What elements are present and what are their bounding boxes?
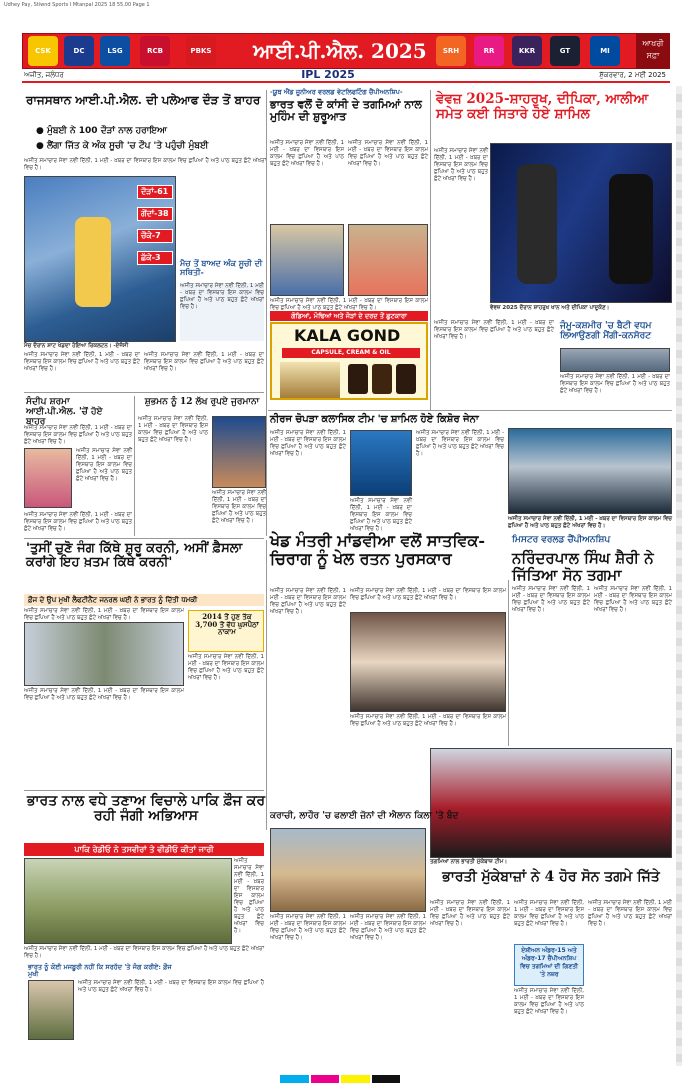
cyan-swatch [280, 1075, 309, 1083]
article-text: ਅਜੀਤ ਸਮਾਚਾਰ ਸੇਵਾ ਨਵੀਂ ਦਿੱਲੀ, 1 ਮਈ - ਖ਼ਬਰ ਦਾ ਵਿਸਥਾਰ ਇਸ ਕਾਲਮ ਵਿਚ ਛਪਿਆ ਹੈ ਅਤੇ ਪਾਠ ਬਹੁਤ ਛੋਟੇ ਅੱਖਰਾਂ ਵਿਚ ਹੈ। [78, 980, 264, 993]
army-subhead: ਫ਼ੌਜ ਦੇ ਉਪ ਮੁਖੀ ਲੈਫਟੀਨੈਂਟ ਜਨਰਲ ਘਈ ਨੇ ਭਾਰਤ ਨੂੰ ਦਿੱਤੀ ਧਮਕੀ [24, 594, 264, 606]
ad-product [348, 364, 368, 394]
headline-khel-ratna: ਖੇਡ ਮੰਤਰੀ ਮਾਂਡਵੀਆ ਵਲੋਂ ਸਾਤਵਿਕ-ਚਿਰਾਗ ਨੂੰ ਖੇਲ ਰਤਨ ਪੁਰਸਕਾਰ [270, 531, 486, 568]
article-text: ਅਜੀਤ ਸਮਾਚਾਰ ਸੇਵਾ ਨਵੀਂ ਦਿੱਲੀ, 1 ਮਈ - ਖ਼ਬਰ ਦਾ ਵਿਸਥਾਰ ਇਸ ਕਾਲਮ ਵਿਚ ਛਪਿਆ ਹੈ ਅਤੇ ਪਾਠ ਬਹੁਤ ਛੋਟੇ ਅੱਖਰਾਂ ਵਿਚ ਹੈ। [430, 900, 510, 927]
black-swatch [372, 1075, 401, 1083]
headline-war-quote: 'ਤੁਸੀਂ ਚੁਣੋ ਜੰਗ ਕਿੱਥੇ ਸ਼ੁਰੂ ਕਰਨੀ, ਅਸੀਂ ਫ਼ੈਸਲਾ ਕਰਾਂਗੇ ਇਹ ਖ਼ਤਮ ਕਿੱਥੇ ਕਰਨੀ' [26, 541, 243, 571]
article-text: ਅਜੀਤ ਸਮਾਚਾਰ ਸੇਵਾ ਨਵੀਂ ਦਿੱਲੀ, 1 ਮਈ - ਖ਼ਬਰ ਦਾ ਵਿਸਥਾਰ ਇਸ ਕਾਲਮ ਵਿਚ ਛਪਿਆ ਹੈ ਅਤੇ ਪਾਠ ਬਹੁਤ ਛੋਟੇ ਅੱਖਰਾਂ ਵਿਚ ਹੈ। [434, 320, 554, 340]
infiltration-headline: 2014 ਤੋਂ ਹੁਣ ਤੱਕ 3,700 ਤੋਂ ਵੱਧ ਘੁਸਪੈਠਾਂ ਨਾਕਾਮ [195, 612, 259, 637]
ad-kala-gond [270, 322, 428, 400]
article-text: ਅਜੀਤ ਸਮਾਚਾਰ ਸੇਵਾ ਨਵੀਂ ਦਿੱਲੀ, 1 ਮਈ - ਖ਼ਬਰ ਦਾ ਵਿਸਥਾਰ ਇਸ ਕਾਲਮ ਵਿਚ ਛਪਿਆ ਹੈ ਅਤੇ ਪਾਠ ਬਹੁਤ ਛੋਟੇ ਅੱਖਰਾਂ ਵਿਚ ਹੈ। [270, 140, 344, 167]
photo-sandeep [24, 448, 72, 508]
photo-khel-ratna [350, 612, 506, 712]
article-text: ਅਜੀਤ ਸਮਾਚਾਰ ਸੇਵਾ ਨਵੀਂ ਦਿੱਲੀ, 1 ਮਈ - ਖ਼ਬਰ ਦਾ ਵਿਸਥਾਰ ਇਸ ਕਾਲਮ ਵਿਚ ਛਪਿਆ ਹੈ ਅਤੇ ਪਾਠ ਬਹੁਤ ਛੋਟੇ ਅੱਖਰਾਂ ਵਿਚ ਹੈ। [24, 352, 140, 372]
article-text: ਅਜੀਤ ਸਮਾਚਾਰ ਸੇਵਾ ਨਵੀਂ ਦਿੱਲੀ, 1 ਮਈ - ਖ਼ਬਰ ਦਾ ਵਿਸਥਾਰ ਇਸ ਕਾਲਮ ਵਿਚ ਛਪਿਆ ਹੈ ਅਤੇ ਪਾਠ ਬਹੁਤ ਛੋਟੇ ਅੱਖਰਾਂ ਵਿਚ ਹੈ। [350, 714, 506, 727]
points-table-text: ਅਜੀਤ ਸਮਾਚਾਰ ਸੇਵਾ ਨਵੀਂ ਦਿੱਲੀ, 1 ਮਈ - ਖ਼ਬਰ ਦਾ ਵਿਸਥਾਰ ਇਸ ਕਾਲਮ ਵਿਚ ਛਪਿਆ ਹੈ ਅਤੇ ਪਾਠ ਬਹੁਤ ਛੋਟੇ ਅੱਖਰਾਂ ਵਿਚ ਹੈ। [180, 283, 264, 341]
pak-red-subhead: ਪਾਕਿ ਰੇਡੀਓ ਨੇ ਤਸਵੀਰਾਂ ਤੇ ਵੀਡੀਓ ਕੀਤਾਂ ਜਾਰੀ [24, 843, 264, 856]
photo-pak-tanks [24, 858, 232, 944]
last-page-label: ਆਖਰੀ ਸਫ਼ਾ [636, 33, 670, 69]
player-stats [137, 185, 173, 265]
headline-mister-world: ਨਰਿੰਦਰਪਾਲ ਸਿੰਘ ਸ਼ੈਰੀ ਨੇ ਜਿੱਤਿਆ ਸੋਨ ਤਗਮਾ [512, 549, 654, 584]
divider [268, 410, 672, 411]
headline-shubman-fine: ਸ਼ੁਭਮਨ ਨੂੰ 12 ਲੱਖ ਰੁਪਏ ਜੁਰਮਾਨਾ [144, 397, 260, 407]
bullet-mumbai-top: ● ਲੈਂਗਾ ਜਿੱਤ ਕੇ ਅੰਕ ਸੂਚੀ 'ਚ ਟੌਪ 'ਤੇ ਪਹੁੰਚੀ ਮੁੰਬਈ [36, 141, 209, 151]
headline-sandeep: ਸੰਦੀਪ ਸ਼ਰਮਾ ਆਈ.ਪੀ.ਐਲ. 'ਚੋਂ ਹੋਏ ਬਾਹਰ [26, 397, 103, 427]
ad-headline-strip: ਗੋਡਿਆਂ, ਮੋਢਿਆਂ ਅਤੇ ਜੋੜਾਂ ਦੇ ਦਰਦ ਤੋਂ ਛੁਟਕਾਰਾ [270, 311, 428, 321]
article-text: ਅਜੀਤ ਸਮਾਚਾਰ ਸੇਵਾ ਨਵੀਂ ਦਿੱਲੀ, 1 ਮਈ - ਖ਼ਬਰ ਦਾ ਵਿਸਥਾਰ ਇਸ ਕਾਲਮ ਵਿਚ ਛਪਿਆ ਹੈ ਅਤੇ ਪਾਠ ਬਹੁਤ ਛੋਟੇ ਅੱਖਰਾਂ ਵਿਚ ਹੈ। [234, 858, 264, 934]
ad-product [396, 364, 416, 394]
team-logo-mi-icon: MI [590, 36, 620, 66]
publisher-label: ਅਜੀਤ, ਜਲੰਧਰ [24, 71, 64, 79]
stat-fours: ਚੌਕੇ-7 [137, 229, 173, 243]
person-figure [609, 174, 653, 284]
margin-strip [676, 86, 682, 1066]
article-text: ਅਜੀਤ ਸਮਾਚਾਰ ਸੇਵਾ ਨਵੀਂ ਦਿੱਲੀ, 1 ਮਈ - ਖ਼ਬਰ ਦਾ ਵਿਸਥਾਰ ਇਸ ਕਾਲਮ ਵਿਚ ਛਪਿਆ ਹੈ ਅਤੇ ਪਾਠ ਬਹੁਤ ਛੋਟੇ ਅੱਖਰਾਂ ਵਿਚ ਹੈ। [24, 425, 132, 445]
article-text: ਅਜੀਤ ਸਮਾਚਾਰ ਸੇਵਾ ਨਵੀਂ ਦਿੱਲੀ, 1 ਮਈ - ਖ਼ਬਰ ਦਾ ਵਿਸਥਾਰ ਇਸ ਕਾਲਮ ਵਿਚ ਛਪਿਆ ਹੈ ਅਤੇ ਪਾਠ ਬਹੁਤ ਛੋਟੇ ਅੱਖਰਾਂ ਵਿਚ ਹੈ। [144, 352, 264, 372]
ad-product [372, 364, 392, 394]
photo-caption: ਮੈਚ ਦੌਰਾਨ ਸ਼ਾਟ ਖੇਡਦਾ ਹੋਇਆ ਰਿਕਲਟਨ। -ਏਜੰਸੀ [24, 343, 129, 349]
headline-neeraj-classic: ਨੀਰਜ ਚੋਪੜਾ ਕਲਾਸਿਕ ਟੀਮ 'ਚ ਸ਼ਾਮਿਲ ਹੋਏ ਕਿਸ਼ੋਰ ਜੇਨਾ [270, 414, 479, 425]
weightlifting-kicker: -ਯੂਥ ਐਂਡ ਜੂਨੀਅਰ ਵਰਲਡ ਵੇਟਲਿਫਟਿੰਗ ਚੈਂਪੀਅਨਸ਼ਿਪ- [270, 88, 403, 96]
photo-shubman [212, 416, 266, 488]
boxers-info-box: ਏਸ਼ੀਅਨ ਅੰਡਰ-15 ਅਤੇ ਅੰਡਰ-17 ਚੈਂਪੀਅਨਸ਼ਿਪ ਵਿਚ ਤਗਮਿਆਂ ਦੀ ਗਿਣਤੀ 'ਤੇ ਨਜ਼ਰ [514, 944, 584, 986]
headline-pak-exercise: ਭਾਰਤ ਨਾਲ ਵਧੇ ਤਣਾਅ ਵਿਚਾਲੇ ਪਾਕਿ ਫ਼ੌਜ ਕਰ ਰਹੀ ਜੰਗੀ ਅਭਿਆਸ [26, 793, 266, 825]
yellow-swatch [341, 1075, 370, 1083]
infiltration-box [188, 610, 264, 652]
divider [24, 538, 264, 539]
article-text: ਅਜੀਤ ਸਮਾਚਾਰ ਸੇਵਾ ਨਵੀਂ ਦਿੱਲੀ, 1 ਮਈ - ਖ਼ਬਰ ਦਾ ਵਿਸਥਾਰ ਇਸ ਕਾਲਮ ਵਿਚ ਛਪਿਆ ਹੈ ਅਤੇ ਪਾਠ ਬਹੁਤ ਛੋਟੇ ਅੱਖਰਾਂ ਵਿਚ ਹੈ। [24, 946, 264, 959]
photo-boxers-team [430, 748, 672, 858]
team-logo-lsg-icon: LSG [100, 36, 130, 66]
photo-mister-world [508, 428, 672, 514]
divider [266, 90, 267, 536]
article-text: ਅਜੀਤ ਸਮਾਚਾਰ ਸੇਵਾ ਨਵੀਂ ਦਿੱਲੀ, 1 ਮਈ - ਖ਼ਬਰ ਦਾ ਵਿਸਥਾਰ ਇਸ ਕਾਲਮ ਵਿਚ ਛਪਿਆ ਹੈ ਅਤੇ ਪਾਠ ਬਹੁਤ ਛੋਟੇ ਅੱਖਰਾਂ ਵਿਚ ਹੈ। [514, 988, 584, 1015]
team-logo-srh-icon: SRH [436, 36, 466, 66]
article-text: ਅਜੀਤ ਸਮਾਚਾਰ ਸੇਵਾ ਨਵੀਂ ਦਿੱਲੀ, 1 ਮਈ - ਖ਼ਬਰ ਦਾ ਵਿਸਥਾਰ ਇਸ ਕਾਲਮ ਵਿਚ ਛਪਿਆ ਹੈ ਅਤੇ ਪਾਠ ਬਹੁਤ ਛੋਟੇ ਅੱਖਰਾਂ ਵਿਚ ਹੈ। [24, 688, 184, 701]
headline-waves [436, 92, 670, 122]
article-text: ਅਜੀਤ ਸਮਾਚਾਰ ਸੇਵਾ ਨਵੀਂ ਦਿੱਲੀ, 1 ਮਈ - ਖ਼ਬਰ ਦਾ ਵਿਸਥਾਰ ਇਸ ਕਾਲਮ ਵਿਚ ਛਪਿਆ ਹੈ ਅਤੇ ਪਾਠ ਬਹੁਤ ਛੋਟੇ ਅੱਖਰਾਂ ਵਿਚ ਹੈ। [350, 588, 506, 601]
headline-boxers-gold: ਭਾਰਤੀ ਮੁੱਕੇਬਾਜ਼ਾਂ ਨੇ 4 ਹੋਰ ਸੋਨ ਤਗਮੇ ਜਿੱਤੇ [442, 869, 660, 885]
headline-army-chief: ਭਾਰਤ ਨੂੰ ਕੋਈ ਮਜਬੂਰੀ ਨਹੀਂ ਕਿ ਸਰਹੱਦ 'ਤੇ ਜੰਗ ਕਰੀਏ: ਫ਼ੌਜ ਮੁਖੀ [28, 963, 172, 979]
article-text: ਅਜੀਤ ਸਮਾਚਾਰ ਸੇਵਾ ਨਵੀਂ ਦਿੱਲੀ, 1 ਮਈ - ਖ਼ਬਰ ਦਾ ਵਿਸਥਾਰ ਇਸ ਕਾਲਮ ਵਿਚ ਛਪਿਆ ਹੈ ਅਤੇ ਪਾਠ ਬਹੁਤ ਛੋਟੇ ਅੱਖਰਾਂ ਵਿਚ ਹੈ। [138, 416, 208, 443]
article-text: ਅਜੀਤ ਸਮਾਚਾਰ ਸੇਵਾ ਨਵੀਂ ਦਿੱਲੀ, 1 ਮਈ - ਖ਼ਬਰ ਦਾ ਵਿਸਥਾਰ ਇਸ ਕਾਲਮ ਵਿਚ ਛਪਿਆ ਹੈ ਅਤੇ ਪਾਠ ਬਹੁਤ ਛੋਟੇ ਅੱਖਰਾਂ ਵਿਚ ਹੈ। [514, 900, 584, 927]
divider [430, 90, 431, 410]
article-text: ਅਜੀਤ ਸਮਾਚਾਰ ਸੇਵਾ ਨਵੀਂ ਦਿੱਲੀ, 1 ਮਈ - ਖ਼ਬਰ ਦਾ ਵਿਸਥਾਰ ਇਸ ਕਾਲਮ ਵਿਚ ਛਪਿਆ ਹੈ ਅਤੇ ਪਾਠ ਬਹੁਤ ਛੋਟੇ ਅੱਖਰਾਂ ਵਿਚ ਹੈ। [512, 586, 590, 613]
stat-sixes: ਛੱਕੇ-3 [137, 251, 173, 265]
photo-kishore-jena [350, 430, 412, 496]
photo-karachi-building [270, 828, 426, 912]
article-text: ਅਜੀਤ ਸਮਾਚਾਰ ਸੇਵਾ ਨਵੀਂ ਦਿੱਲੀ, 1 ਮਈ - ਖ਼ਬਰ ਦਾ ਵਿਸਥਾਰ ਇਸ ਕਾਲਮ ਵਿਚ ਛਪਿਆ ਹੈ ਅਤੇ ਪਾਠ ਬਹੁਤ ਛੋਟੇ ਅੱਖਰਾਂ ਵਿਚ ਹੈ। [594, 586, 672, 613]
color-registration-bar [280, 1075, 400, 1083]
article-text: ਅਜੀਤ ਸਮਾਚਾਰ ਸੇਵਾ ਨਵੀਂ ਦਿੱਲੀ, 1 ਮਈ - ਖ਼ਬਰ ਦਾ ਵਿਸਥਾਰ ਇਸ ਕਾਲਮ ਵਿਚ ਛਪਿਆ ਹੈ ਅਤੇ ਪਾਠ ਬਹੁਤ ਛੋਟੇ ਅੱਖਰਾਂ ਵਿਚ ਹੈ। [270, 914, 346, 941]
team-logo-kkr-icon: KKR [512, 36, 542, 66]
ipl-logo: IPL 2025 [301, 68, 355, 81]
article-text: ਅਜੀਤ ਸਮਾਚਾਰ ਸੇਵਾ ਨਵੀਂ ਦਿੱਲੀ, 1 ਮਈ - ਖ਼ਬਰ ਦਾ ਵਿਸਥਾਰ ਇਸ ਕਾਲਮ ਵਿਚ ਛਪਿਆ ਹੈ ਅਤੇ ਪਾਠ ਬਹੁਤ ਛੋਟੇ ਅੱਖਰਾਂ ਵਿਚ ਹੈ। [270, 588, 346, 615]
photo-caption: ਵੇਵਜ਼ 2025 ਦੌਰਾਨ ਸ਼ਾਹਰੁਖ ਖਾਨ ਅਤੇ ਦੀਪਿਕਾ ਪਾਦੂਕੋਣ। [490, 305, 610, 311]
photo-lifter-2 [348, 224, 428, 296]
page-title: ਆਈ.ਪੀ.ਐਲ. 2025 [250, 37, 430, 65]
ad-subtitle: CAPSULE, CREAM & OIL [282, 348, 420, 358]
points-table-head: ਮੈਚ ਤੋਂ ਬਾਅਦ ਅੰਕ ਸੂਚੀ ਦੀ ਸਥਿਤੀ- [180, 258, 263, 277]
player-figure [75, 217, 111, 307]
article-text: ਅਜੀਤ ਸਮਾਚਾਰ ਸੇਵਾ ਨਵੀਂ ਦਿੱਲੀ, 1 ਮਈ - ਖ਼ਬਰ ਦਾ ਵਿਸਥਾਰ ਇਸ ਕਾਲਮ ਵਿਚ ਛਪਿਆ ਹੈ ਅਤੇ ਪਾਠ ਬਹੁਤ ਛੋਟੇ ਅੱਖਰਾਂ ਵਿਚ ਹੈ। [24, 158, 266, 171]
article-text: ਅਜੀਤ ਸਮਾਚਾਰ ਸੇਵਾ ਨਵੀਂ ਦਿੱਲੀ, 1 ਮਈ - ਖ਼ਬਰ ਦਾ ਵਿਸਥਾਰ ਇਸ ਕਾਲਮ ਵਿਚ ਛਪਿਆ ਹੈ ਅਤੇ ਪਾਠ ਬਹੁਤ ਛੋਟੇ ਅੱਖਰਾਂ ਵਿਚ ਹੈ। [76, 448, 132, 482]
photo-army-chief [28, 980, 74, 1040]
team-logo-rr-icon: RR [474, 36, 504, 66]
divider [24, 790, 264, 791]
ad-photo [280, 362, 340, 398]
photo-waves-stars [490, 143, 672, 303]
article-text: ਅਜੀਤ ਸਮਾਚਾਰ ਸੇਵਾ ਨਵੀਂ ਦਿੱਲੀ, 1 ਮਈ - ਖ਼ਬਰ ਦਾ ਵਿਸਥਾਰ ਇਸ ਕਾਲਮ ਵਿਚ ਛਪਿਆ ਹੈ ਅਤੇ ਪਾਠ ਬਹੁਤ ਛੋਟੇ ਅੱਖਰਾਂ ਵਿਚ ਹੈ। [270, 298, 428, 311]
photo-caption: ਤਗਮਿਆਂ ਨਾਲ ਭਾਰਤੀ ਮੁੱਕੇਬਾਜ਼ ਟੀਮ। [430, 859, 508, 865]
photo-lifter-1 [270, 224, 344, 296]
team-logo-dc-icon: DC [64, 36, 94, 66]
person-figure [517, 164, 557, 284]
team-logo-csk-icon: CSK [28, 36, 58, 66]
photo-army-briefing [24, 622, 184, 686]
ad-brand: KALA GOND [294, 326, 401, 345]
article-text: ਅਜੀਤ ਸਮਾਚਾਰ ਸੇਵਾ ਨਵੀਂ ਦਿੱਲੀ, 1 ਮਈ - ਖ਼ਬਰ ਦਾ ਵਿਸਥਾਰ ਇਸ ਕਾਲਮ ਵਿਚ ਛਪਿਆ ਹੈ ਅਤੇ ਪਾਠ ਬਹੁਤ ਛੋਟੇ ਅੱਖਰਾਂ ਵਿਚ ਹੈ। [212, 490, 266, 524]
team-logo-pbks-icon: PBKS [186, 36, 216, 66]
stat-runs: ਦੌੜਾਂ-61 [137, 185, 173, 199]
article-text: ਅਜੀਤ ਸਮਾਚਾਰ ਸੇਵਾ ਨਵੀਂ ਦਿੱਲੀ, 1 ਮਈ - ਖ਼ਬਰ ਦਾ ਵਿਸਥਾਰ ਇਸ ਕਾਲਮ ਵਿਚ ਛਪਿਆ ਹੈ ਅਤੇ ਪਾਠ ਬਹੁਤ ਛੋਟੇ ਅੱਖਰਾਂ ਵਿਚ ਹੈ। [434, 148, 488, 182]
photo-caption: ਅਜੀਤ ਸਮਾਚਾਰ ਸੇਵਾ ਨਵੀਂ ਦਿੱਲੀ, 1 ਮਈ - ਖ਼ਬਰ ਦਾ ਵਿਸਥਾਰ ਇਸ ਕਾਲਮ ਵਿਚ ਛਪਿਆ ਹੈ ਅਤੇ ਪਾਠ ਬਹੁਤ ਛੋਟੇ ਅੱਖਰਾਂ ਵਿਚ ਹੈ। [508, 516, 672, 529]
divider [266, 540, 267, 830]
team-logo-rcb-icon: RCB [140, 36, 170, 66]
bullet-mumbai-win: ● ਮੁੰਬਈ ਨੇ 100 ਦੌੜਾਂ ਨਾਲ ਹਰਾਇਆ [36, 126, 167, 136]
article-text: ਅਜੀਤ ਸਮਾਚਾਰ ਸੇਵਾ ਨਵੀਂ ਦਿੱਲੀ, 1 ਮਈ - ਖ਼ਬਰ ਦਾ ਵਿਸਥਾਰ ਇਸ ਕਾਲਮ ਵਿਚ ਛਪਿਆ ਹੈ ਅਤੇ ਪਾਠ ਬਹੁਤ ਛੋਟੇ ਅੱਖਰਾਂ ਵਿਚ ਹੈ। [416, 430, 504, 457]
issue-date: ਸ਼ੁੱਕਰਵਾਰ, 2 ਮਈ 2025 [599, 71, 666, 79]
article-text: ਅਜੀਤ ਸਮਾਚਾਰ ਸੇਵਾ ਨਵੀਂ ਦਿੱਲੀ, 1 ਮਈ - ਖ਼ਬਰ ਦਾ ਵਿਸਥਾਰ ਇਸ ਕਾਲਮ ਵਿਚ ਛਪਿਆ ਹੈ ਅਤੇ ਪਾਠ ਬਹੁਤ ਛੋਟੇ ਅੱਖਰਾਂ ਵਿਚ ਹੈ। [188, 654, 264, 681]
article-text: ਅਜੀਤ ਸਮਾਚਾਰ ਸੇਵਾ ਨਵੀਂ ਦਿੱਲੀ, 1 ਮਈ - ਖ਼ਬਰ ਦਾ ਵਿਸਥਾਰ ਇਸ ਕਾਲਮ ਵਿਚ ਛਪਿਆ ਹੈ ਅਤੇ ਪਾਠ ਬਹੁਤ ਛੋਟੇ ਅੱਖਰਾਂ ਵਿਚ ਹੈ। [588, 900, 672, 927]
headline-weightlifting: ਭਾਰਤ ਵਲੋਂ ਦੋ ਕਾਂਸੀ ਦੇ ਤਗਮਿਆਂ ਨਾਲ ਮੁਹਿੰਮ ਦੀ ਸ਼ੁਰੂਆਤ [270, 98, 422, 124]
article-text: ਅਜੀਤ ਸਮਾਚਾਰ ਸੇਵਾ ਨਵੀਂ ਦਿੱਲੀ, 1 ਮਈ - ਖ਼ਬਰ ਦਾ ਵਿਸਥਾਰ ਇਸ ਕਾਲਮ ਵਿਚ ਛਪਿਆ ਹੈ ਅਤੇ ਪਾਠ ਬਹੁਤ ਛੋਟੇ ਅੱਖਰਾਂ ਵਿਚ ਹੈ। [348, 140, 428, 167]
team-logo-gt-icon: GT [550, 36, 580, 66]
article-text: ਅਜੀਤ ਸਮਾਚਾਰ ਸੇਵਾ ਨਵੀਂ ਦਿੱਲੀ, 1 ਮਈ - ਖ਼ਬਰ ਦਾ ਵਿਸਥਾਰ ਇਸ ਕਾਲਮ ਵਿਚ ਛਪਿਆ ਹੈ ਅਤੇ ਪਾਠ ਬਹੁਤ ਛੋਟੇ ਅੱਖਰਾਂ ਵਿਚ ਹੈ। [560, 374, 670, 394]
stat-balls: ਗੇਂਦਾਂ-38 [137, 207, 173, 221]
divider [508, 580, 509, 746]
article-text: ਅਜੀਤ ਸਮਾਚਾਰ ਸੇਵਾ ਨਵੀਂ ਦਿੱਲੀ, 1 ਮਈ - ਖ਼ਬਰ ਦਾ ਵਿਸਥਾਰ ਇਸ ਕਾਲਮ ਵਿਚ ਛਪਿਆ ਹੈ ਅਤੇ ਪਾਠ ਬਹੁਤ ਛੋਟੇ ਅੱਖਰਾਂ ਵਿਚ ਹੈ। [24, 608, 184, 621]
headline-karachi: ਕਰਾਚੀ, ਲਾਹੌਰ 'ਚ ਫਲਾਈ ਜ਼ੋਨਾਂ ਦੀ ਐਲਾਨ ਕਿਲਾ 'ਤੇ ਬੰਦ [270, 811, 459, 821]
article-text: ਅਜੀਤ ਸਮਾਚਾਰ ਸੇਵਾ ਨਵੀਂ ਦਿੱਲੀ, 1 ਮਈ - ਖ਼ਬਰ ਦਾ ਵਿਸਥਾਰ ਇਸ ਕਾਲਮ ਵਿਚ ਛਪਿਆ ਹੈ ਅਤੇ ਪਾਠ ਬਹੁਤ ਛੋਟੇ ਅੱਖਰਾਂ ਵਿਚ ਹੈ। [350, 914, 426, 941]
article-text: ਅਜੀਤ ਸਮਾਚਾਰ ਸੇਵਾ ਨਵੀਂ ਦਿੱਲੀ, 1 ਮਈ - ਖ਼ਬਰ ਦਾ ਵਿਸਥਾਰ ਇਸ ਕਾਲਮ ਵਿਚ ਛਪਿਆ ਹੈ ਅਤੇ ਪਾਠ ਬਹੁਤ ਛੋਟੇ ਅੱਖਰਾਂ ਵਿਚ ਹੈ। [350, 498, 412, 532]
headline-waves-text: ਵੇਵਜ਼ 2025-ਸ਼ਾਹਰੁਖ, ਦੀਪਿਕਾ, ਆਲੀਆ ਸਮੇਤ ਕਈ ਸਿਤਾਰੇ ਹੋਏ ਸ਼ਾਮਿਲ [436, 91, 649, 122]
photo-jammu [560, 348, 670, 372]
headline-jammu: ਜੰਮੂ-ਕਸ਼ਮੀਰ 'ਚ ਬੈਟੀ ਵਧਮ ਲਿਆਉਣਗੀ ਮੈਂਗੀ-ਕਨਸੋਰਟ [560, 321, 652, 341]
magenta-swatch [311, 1075, 340, 1083]
mister-world-kicker: ਮਿਸਟਰ ਵਰਲਡ ਚੈਂਪੀਅਨਸ਼ਿਪ [512, 535, 611, 545]
print-slug: Udhey Pay, Stiwnd Sports I Mtanpal 2025 18 55.00 Page 1 [4, 2, 150, 8]
divider [134, 396, 135, 536]
divider [24, 392, 264, 393]
article-text: ਅਜੀਤ ਸਮਾਚਾਰ ਸੇਵਾ ਨਵੀਂ ਦਿੱਲੀ, 1 ਮਈ - ਖ਼ਬਰ ਦਾ ਵਿਸਥਾਰ ਇਸ ਕਾਲਮ ਵਿਚ ਛਪਿਆ ਹੈ ਅਤੇ ਪਾਠ ਬਹੁਤ ਛੋਟੇ ਅੱਖਰਾਂ ਵਿਚ ਹੈ। [270, 430, 346, 457]
article-text: ਅਜੀਤ ਸਮਾਚਾਰ ਸੇਵਾ ਨਵੀਂ ਦਿੱਲੀ, 1 ਮਈ - ਖ਼ਬਰ ਦਾ ਵਿਸਥਾਰ ਇਸ ਕਾਲਮ ਵਿਚ ਛਪਿਆ ਹੈ ਅਤੇ ਪਾਠ ਬਹੁਤ ਛੋਟੇ ਅੱਖਰਾਂ ਵਿਚ ਹੈ। [24, 512, 132, 532]
headline-rajasthan: ਰਾਜਸਥਾਨ ਆਈ.ਪੀ.ਐਲ. ਦੀ ਪਲੇਆਫ ਦੌੜ ਤੋਂ ਬਾਹਰ [26, 93, 261, 107]
